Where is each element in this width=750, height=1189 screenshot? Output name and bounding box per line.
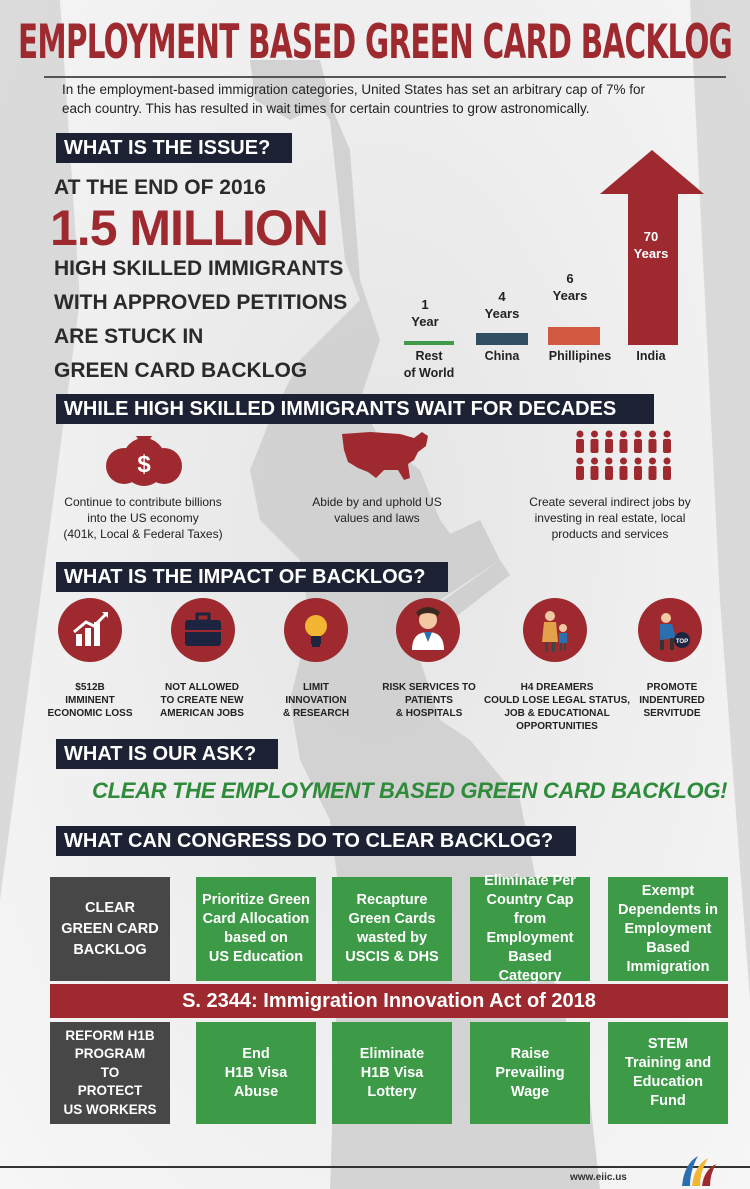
briefcase-icon <box>171 598 235 662</box>
value-number: 6 <box>566 271 574 286</box>
value-unit: Years <box>484 306 520 321</box>
action-box <box>470 1022 590 1124</box>
box-line: PROTECT <box>77 1083 143 1099</box>
chart-bar-china <box>476 333 528 345</box>
box-line: H1B Visa <box>224 1064 288 1081</box>
caption-line: OPPORTUNITIES <box>516 721 598 732</box>
caption-line: & HOSPITALS <box>395 708 463 719</box>
caption-line: INNOVATION <box>285 695 347 706</box>
box-line: GREEN CARD <box>61 920 159 937</box>
category-line: China <box>484 349 520 363</box>
box-line: PROGRAM <box>74 1046 146 1062</box>
caption-line: Create several indirect jobs by <box>529 495 691 509</box>
impact-circle <box>638 598 702 662</box>
box-line: STEM <box>647 1036 689 1052</box>
impact-circle <box>284 598 348 662</box>
box-line: Based Category <box>498 949 562 984</box>
box-line: Education Fund <box>632 1074 704 1109</box>
box-line: Card Allocation <box>202 911 310 927</box>
lightbulb-icon <box>284 598 348 662</box>
page-title: EMPLOYMENT BASED GREEN CARD BACKLOG <box>18 15 733 70</box>
caption-line: values and laws <box>334 511 420 525</box>
box-line: USCIS & DHS <box>345 949 439 965</box>
caption-line: products and services <box>551 527 669 541</box>
box-line: Employment <box>624 920 712 937</box>
impact-caption <box>482 681 632 733</box>
box-line: Eliminate Per <box>484 873 576 889</box>
box-line: Immigration <box>626 958 710 975</box>
box-line: End <box>242 1045 270 1062</box>
box-line: Recapture <box>356 892 428 908</box>
chart-category-label <box>540 348 620 365</box>
box-line: H1B Visa <box>360 1064 424 1081</box>
action-box <box>196 877 316 981</box>
box-line: Prevailing <box>495 1064 565 1081</box>
us-map-icon <box>340 426 432 484</box>
box-line: wasted by <box>356 930 428 946</box>
box-line: Prioritize Green <box>202 892 310 908</box>
box-line: based on <box>224 930 288 946</box>
box-line: Raise <box>510 1045 550 1062</box>
box-line: TO <box>100 1064 120 1080</box>
box-line: Eliminate <box>359 1045 425 1062</box>
action-box <box>196 1022 316 1124</box>
wait-heading: WHILE HIGH SKILLED IMMIGRANTS WAIT FOR DECADES <box>56 394 654 424</box>
issue-line: GREEN CARD BACKLOG <box>54 359 308 382</box>
action-box <box>332 877 452 981</box>
box-line: from <box>513 911 547 927</box>
caption-line: COULD LOSE LEGAL STATUS, <box>483 695 631 706</box>
svg-text:$: $ <box>137 451 151 478</box>
issue-line: HIGH SKILLED IMMIGRANTS <box>54 257 344 280</box>
caption-line: ECONOMIC LOSS <box>47 708 133 719</box>
action-box <box>608 1022 728 1124</box>
value-unit: Years <box>633 246 669 261</box>
impact-caption <box>374 681 484 720</box>
footer-url[interactable]: www.eiic.us <box>570 1172 627 1183</box>
box-line: US Education <box>208 949 304 965</box>
wait-caption <box>292 494 462 526</box>
caption-line: TO CREATE NEW <box>160 695 244 706</box>
intro-line: In the employment-based immigration categories, United States has set an arbitrary cap of 7% for <box>62 82 646 97</box>
caption-line: into the US economy <box>87 511 199 525</box>
impact-circle <box>523 598 587 662</box>
issue-highlight: 1.5 MILLION <box>50 200 328 256</box>
wait-caption <box>512 494 708 542</box>
category-line: of World <box>403 366 455 380</box>
chart-value-label <box>544 270 596 304</box>
footer-divider <box>0 1166 750 1168</box>
impact-heading: WHAT IS THE IMPACT OF BACKLOG? <box>56 562 448 592</box>
chart-category-label <box>472 348 532 365</box>
caption-line: $512B <box>75 682 105 693</box>
box-line: Training and <box>624 1055 712 1071</box>
box-line: US WORKERS <box>63 1101 157 1117</box>
action-box <box>470 873 590 984</box>
action-box <box>608 877 728 981</box>
issue-description <box>54 252 347 388</box>
impact-caption <box>40 681 140 720</box>
money-bags-icon <box>104 428 184 488</box>
box-line: Country Cap <box>486 892 574 908</box>
impact-caption <box>266 681 366 720</box>
box-line: Exempt <box>641 882 695 899</box>
box-line: CLEAR <box>85 899 135 916</box>
value-unit: Years <box>552 288 588 303</box>
impact-caption <box>622 681 722 720</box>
caption-line: JOB & EDUCATIONAL <box>504 708 610 719</box>
caption-line: investing in real estate, local <box>534 511 686 525</box>
caption-line: & RESEARCH <box>282 708 350 719</box>
value-number: 1 <box>421 297 429 312</box>
chart-value-label <box>626 228 676 262</box>
svg-text:TOP: TOP <box>675 639 689 645</box>
caption-line: INDENTURED <box>639 695 705 706</box>
box-line: Dependents in <box>618 901 718 918</box>
box-line: Employment <box>486 930 574 946</box>
issue-heading: WHAT IS THE ISSUE? <box>56 133 292 163</box>
impact-caption <box>152 681 252 720</box>
caption-line: RISK SERVICES TO <box>382 682 476 693</box>
congress-heading: WHAT CAN CONGRESS DO TO CLEAR BACKLOG? <box>56 826 576 856</box>
box-line: Lottery <box>367 1083 417 1100</box>
wait-time-chart <box>390 150 720 385</box>
category-line: India <box>636 349 666 363</box>
caption-line: AMERICAN JOBS <box>160 708 244 719</box>
box-line: BACKLOG <box>73 941 147 958</box>
row2-label-box <box>50 1022 170 1124</box>
caption-line: LIMIT <box>302 682 330 693</box>
box-line: REFORM H1B <box>65 1027 155 1043</box>
caption-line: H4 DREAMERS <box>520 682 594 693</box>
ask-heading: WHAT IS OUR ASK? <box>56 739 278 769</box>
chart-value-label <box>476 288 528 322</box>
caption-line: IMMINENT <box>65 695 115 706</box>
doctor-icon <box>396 598 460 662</box>
organization-logo <box>676 1150 720 1188</box>
impact-circle <box>171 598 235 662</box>
caption-line: NOT ALLOWED <box>164 682 240 693</box>
chart-value-label <box>400 296 450 330</box>
issue-line: WITH APPROVED PETITIONS <box>54 291 348 314</box>
title-divider <box>44 76 726 78</box>
impact-circle <box>58 598 122 662</box>
people-group-icon <box>572 428 678 482</box>
box-line: Wage <box>510 1083 550 1100</box>
box-line: Green Cards <box>348 911 436 927</box>
action-box <box>332 1022 452 1124</box>
ball-and-chain-icon <box>638 598 702 662</box>
growth-chart-icon <box>58 598 122 662</box>
caption-line: SERVITUDE <box>643 708 701 719</box>
issue-year-line: AT THE END OF 2016 <box>54 176 266 199</box>
ask-statement: CLEAR THE EMPLOYMENT BASED GREEN CARD BACKLOG! <box>92 778 728 803</box>
impact-circle <box>396 598 460 662</box>
chart-bar-phillipines <box>548 327 600 345</box>
intro-line: each country. This has resulted in wait times for certain countries to grow astronomically. <box>62 101 590 116</box>
box-line: Abuse <box>233 1083 279 1100</box>
caption-line: Abide by and uphold US <box>312 495 442 509</box>
row1-label-box <box>50 877 170 981</box>
issue-line: ARE STUCK IN <box>54 325 204 348</box>
category-line: Rest <box>415 349 443 363</box>
chart-bar-rest-of-world <box>404 341 454 345</box>
category-line: Phillipines <box>548 349 612 363</box>
box-line: Based <box>646 939 690 956</box>
value-number: 4 <box>498 289 506 304</box>
caption-line: Continue to contribute billions <box>64 495 222 509</box>
family-icon <box>523 598 587 662</box>
chart-category-label <box>626 348 676 365</box>
intro-text <box>62 80 702 118</box>
caption-line: PATIENTS <box>405 695 453 706</box>
value-number: 70 <box>643 229 659 244</box>
bill-banner: S. 2344: Immigration Innovation Act of 2018 <box>50 984 728 1018</box>
caption-line: PROMOTE <box>646 682 698 693</box>
chart-category-label <box>394 348 464 382</box>
caption-line: (401k, Local & Federal Taxes) <box>63 527 223 541</box>
wait-caption <box>40 494 246 542</box>
value-unit: Year <box>411 314 439 329</box>
